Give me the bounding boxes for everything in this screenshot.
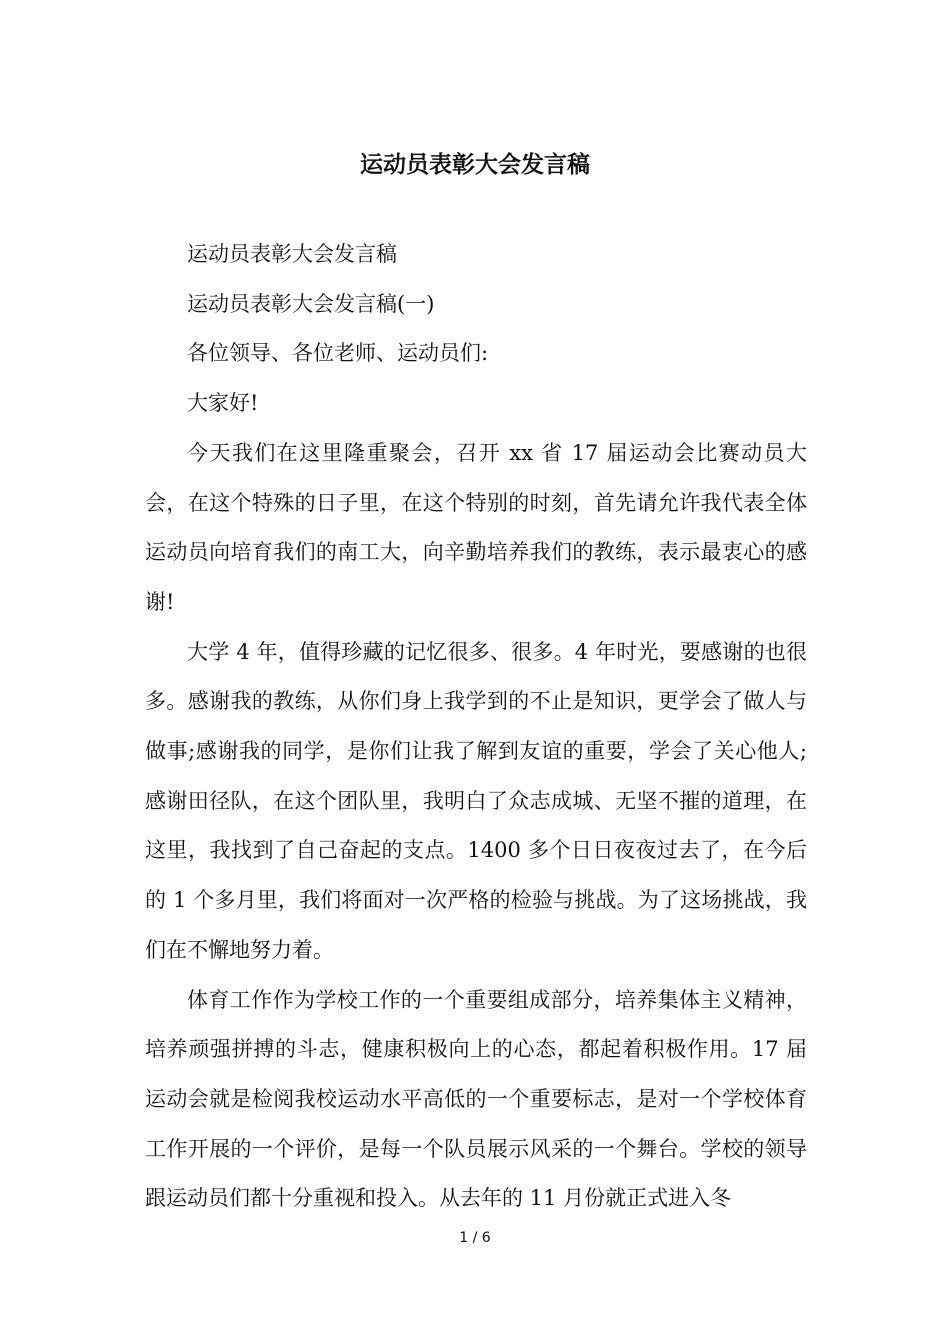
- paragraph-gratitude: 大学 4 年，值得珍藏的记忆很多、很多。4 年时光，要感谢的也很多。感谢我的教练，从你们身上我学到的不止是知识，更学会了做人与做事;感谢我的同学，是你们让我了解到友谊的重要，学会了关心他人;感谢田径队，在这个团队里，我明白了众志成城、无坚不摧的道理，在这里，我找到了自己奋起的支点。1400 多个日日夜夜过去了，在今后的 1 个多月里，我们将面对一次严格的检验与挑战。为了这场挑战，我们在不懈地努力着。: [145, 639, 807, 962]
- page-indicator: 1 / 6: [459, 1230, 491, 1246]
- paragraph-greeting: 大家好!: [187, 391, 259, 416]
- paragraph-salutation: 各位领导、各位老师、运动员们:: [187, 341, 489, 366]
- document-title: 运动员表彰大会发言稿: [360, 152, 590, 178]
- paragraph-opening: 今天我们在这里隆重聚会，召开 xx 省 17 届运动会比赛动员大会，在这个特殊的日子里，在这个特别的时刻，首先请允许我代表全体运动员向培育我们的南工大，向辛勤培养我们的教练，表示最衷心的感谢!: [145, 440, 807, 614]
- paragraph-sports-work: 体育工作作为学校工作的一个重要组成部分，培养集体主义精神，培养顽强拼搏的斗志，健康积极向上的心态，都起着积极作用。17 届运动会就是检阅我校运动水平高低的一个重要标志，是对一个学校体育工作开展的一个评价，是每一个队员展示风采的一个舞台。学校的领导跟运动员们都十分重视和投入。从去年的 11 月份就正式进入冬: [145, 987, 807, 1211]
- paragraph-heading: 运动员表彰大会发言稿: [187, 242, 397, 266]
- paragraph-subheading: 运动员表彰大会发言稿(一): [187, 291, 435, 316]
- document-body: [145, 230, 807, 1224]
